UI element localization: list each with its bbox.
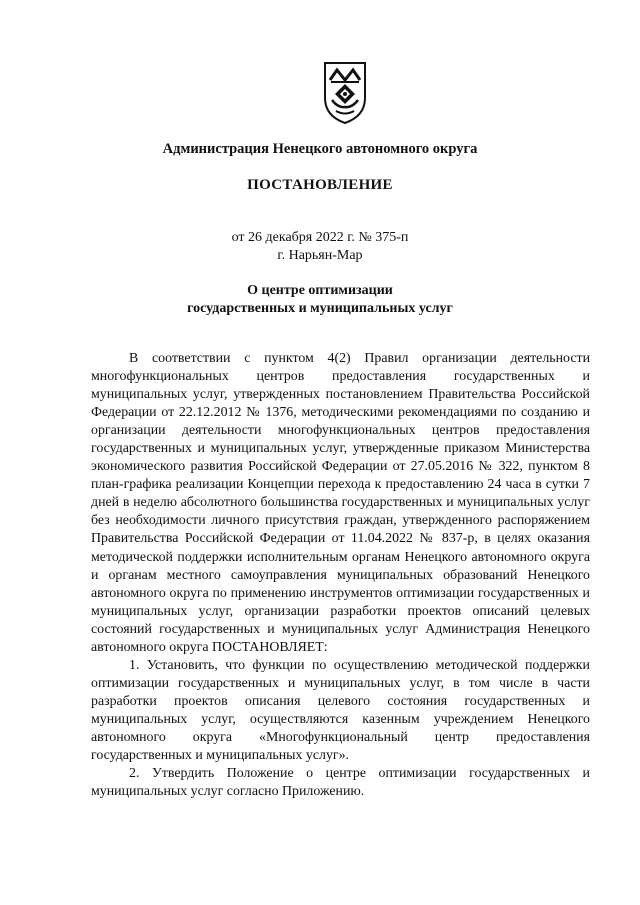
date-block — [60, 229, 580, 265]
subject-line-1: О центре оптимизации — [247, 283, 393, 298]
subject-line-2: государственных и муниципальных услуг — [187, 301, 453, 316]
document-subject — [60, 282, 580, 318]
organization-name: Администрация Ненецкого автономного округа — [162, 141, 478, 157]
city: г. Нарьян-Мар — [277, 248, 363, 263]
body-paragraph-preamble: В соответствии с пунктом 4(2) Правил организации деятельности многофункциональных центров предоставления государственных и муниципальных услуг, утвержденных постановлением Правительства Российской Федерации от 22.12.2012 № 1376, методическими рекомендациями по созданию и организации деятельности многофункциональных центров предоставления государственных и муниципальных услуг, утвержденные приказом Министерства экономического развития Российской Федерации от 27.05.2016 № 322, пунктом 8 план-графика реализации Концепции перехода к предоставлению 24 часа в сутки 7 дней в неделю абсолютного большинства государственных и муниципальных услуг без необходимости личного присутствия граждан, утвержденного распоряжением Правительства Российской Федерации от 11.04.2022 № 837-р, в целях оказания методической поддержки исполнительным органам Ненецкого автономного округа и органам местного самоуправления муниципальных образований Ненецкого автономного округа по применению инструментов оптимизации государственных и муниципальных услуг, организации разработки проектов описаний целевых состояний государственных и муниципальных услуг Администрация Ненецкого автономного округа ПОСТАНОВЛЯЕТ: — [91, 351, 590, 655]
date-number: от 26 декабря 2022 г. № 375-п — [231, 230, 409, 245]
document-type: ПОСТАНОВЛЕНИЕ — [247, 177, 393, 193]
body-paragraph-1: 1. Установить, что функции по осуществлению методической поддержки оптимизации государственных и муниципальных услуг, в том числе в части разработки проектов описания целевого состояния государственных и муниципальных услуг, осуществляются казенным учреждением Ненецкого автономного округа «Многофункциональный центр предоставления государственных и муниципальных услуг». — [91, 657, 590, 764]
document-body — [91, 350, 590, 801]
coat-of-arms-icon — [322, 60, 368, 126]
body-paragraph-2: 2. Утвердить Положение о центре оптимизации государственных и муниципальных услуг согласно Приложению. — [91, 766, 590, 800]
